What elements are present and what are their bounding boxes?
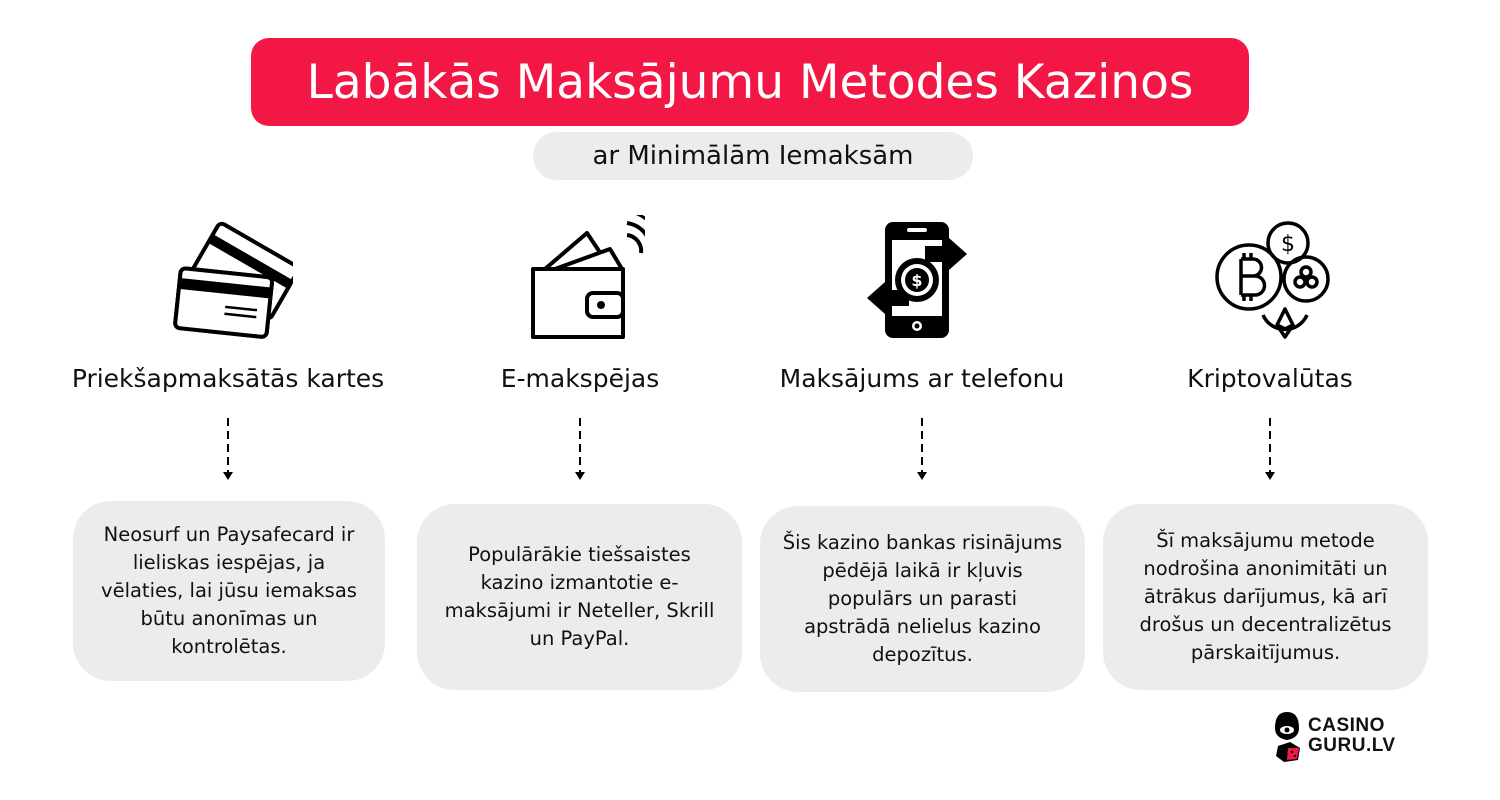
logo-text-line2: GURU.LV <box>1308 735 1396 756</box>
description-text: Šī maksājumu metode nodrošina anonimitāti un ātrākus darījumus, kā arī drošus un decentralizētus pārskaitījumus. <box>1139 529 1392 664</box>
method-label: Kriptovalūtas <box>1187 364 1353 393</box>
mobile-payment-icon <box>847 210 997 350</box>
description-card-prepaid-cards <box>73 501 385 681</box>
dashed-arrow-down-icon <box>570 418 590 480</box>
method-label: Maksājums ar telefonu <box>779 364 1065 393</box>
method-column-e-wallets <box>410 210 750 480</box>
prepaid-cards-icon <box>153 210 303 350</box>
description-card-mobile-payment <box>760 506 1085 692</box>
svg-text:$: $ <box>911 271 923 290</box>
method-label: Priekšapmaksātās kartes <box>71 364 385 393</box>
svg-text:$: $ <box>1281 232 1295 257</box>
dashed-arrow-down-icon <box>912 418 932 480</box>
e-wallet-icon <box>505 210 655 350</box>
description-text: Populārākie tiešsaistes kazino izmantotie e-maksājumi ir Neteller, Skrill un PayPal. <box>444 543 715 650</box>
description-text: Neosurf un Paysafecard ir lieliskas iespējas, ja vēlaties, lai jūsu iemaksas būtu anonīmas un kontrolētas. <box>101 523 357 658</box>
method-column-crypto <box>1100 210 1440 480</box>
description-text: Šis kazino bankas risinājums pēdējā laikā ir kļuvis populārs un parasti apstrādā nelielus kazino depozītus. <box>782 531 1063 666</box>
title-banner <box>251 38 1249 126</box>
description-card-e-wallets <box>417 504 742 690</box>
logo-text-line1: CASINO <box>1308 715 1385 736</box>
casino-guru-logo <box>1272 710 1396 762</box>
method-label: E-makspējas <box>500 364 660 393</box>
page-subtitle: ar Minimālām Iemaksām <box>592 141 914 171</box>
cryptocurrency-icon <box>1195 210 1345 350</box>
guru-mascot-icon <box>1272 710 1302 762</box>
method-column-prepaid-cards <box>58 210 398 480</box>
method-column-mobile-payment <box>752 210 1092 480</box>
page-title: Labākās Maksājumu Metodes Kazinos <box>306 54 1194 110</box>
subtitle-pill <box>533 132 973 180</box>
description-card-crypto <box>1103 504 1428 690</box>
dashed-arrow-down-icon <box>218 418 238 480</box>
dashed-arrow-down-icon <box>1260 418 1280 480</box>
